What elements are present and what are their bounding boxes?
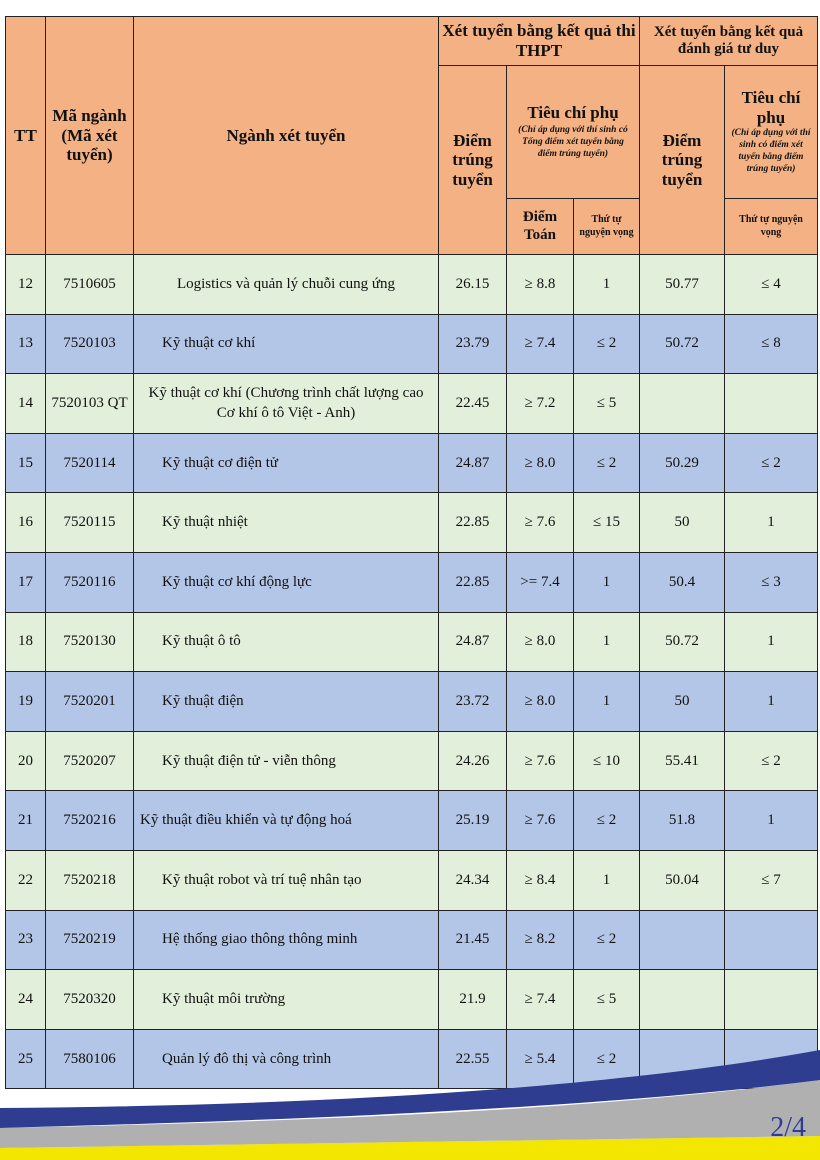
header-thpt-order: Thứ tự nguyện vọng bbox=[574, 199, 640, 255]
row-code: 7520320 bbox=[46, 970, 134, 1030]
table-row bbox=[6, 612, 818, 672]
row-score: 24.26 bbox=[439, 731, 507, 791]
header-group-tuduy: Xét tuyển bằng kết quả đánh giá tư duy bbox=[640, 17, 818, 66]
row-order: 1 bbox=[574, 255, 640, 315]
row-tt: 21 bbox=[6, 791, 46, 851]
row-score: 23.72 bbox=[439, 672, 507, 732]
row-tuduy-order: 1 bbox=[725, 493, 818, 553]
row-order: ≤ 10 bbox=[574, 731, 640, 791]
row-order: ≤ 2 bbox=[574, 314, 640, 374]
row-order: 1 bbox=[574, 850, 640, 910]
header-tuduy-criteria-note: (Chỉ áp dụng với thí sinh có điểm xét tuyển bằng điểm trúng tuyển) bbox=[731, 128, 811, 174]
table-row bbox=[6, 731, 818, 791]
row-major: Kỹ thuật robot và trí tuệ nhân tạo bbox=[134, 850, 439, 910]
row-major: Kỹ thuật điều khiển và tự động hoá bbox=[134, 791, 439, 851]
row-major: Kỹ thuật ô tô bbox=[134, 612, 439, 672]
table-row bbox=[6, 493, 818, 553]
row-order: ≤ 2 bbox=[574, 791, 640, 851]
row-math: ≥ 7.6 bbox=[507, 493, 574, 553]
row-math: ≥ 8.0 bbox=[507, 433, 574, 493]
table-row bbox=[6, 314, 818, 374]
row-code: 7510605 bbox=[46, 255, 134, 315]
row-tuduy-order: ≤ 7 bbox=[725, 850, 818, 910]
row-math: ≥ 8.2 bbox=[507, 910, 574, 970]
row-math: ≥ 7.2 bbox=[507, 374, 574, 434]
row-major: Quản lý đô thị và công trình bbox=[134, 1029, 439, 1089]
header-thpt-criteria-title: Tiêu chí phụ bbox=[527, 103, 619, 123]
row-score: 21.45 bbox=[439, 910, 507, 970]
row-code: 7520130 bbox=[46, 612, 134, 672]
table-row bbox=[6, 970, 818, 1030]
row-code: 7520219 bbox=[46, 910, 134, 970]
row-tt: 20 bbox=[6, 731, 46, 791]
row-tuduy-score: 50.72 bbox=[640, 314, 725, 374]
row-code: 7520103 bbox=[46, 314, 134, 374]
row-tuduy-score: 55.41 bbox=[640, 731, 725, 791]
row-order: ≤ 2 bbox=[574, 910, 640, 970]
row-code: 7520114 bbox=[46, 433, 134, 493]
row-tuduy-score: 50.29 bbox=[640, 433, 725, 493]
row-math: ≥ 8.0 bbox=[507, 672, 574, 732]
row-tuduy-score: 50.77 bbox=[640, 255, 725, 315]
row-score: 22.85 bbox=[439, 552, 507, 612]
row-score: 22.45 bbox=[439, 374, 507, 434]
table-row bbox=[6, 255, 818, 315]
row-tuduy-order: ≤ 2 bbox=[725, 433, 818, 493]
header-tt: TT bbox=[6, 17, 46, 255]
row-major: Kỹ thuật điện tử - viễn thông bbox=[134, 731, 439, 791]
header-thpt-criteria bbox=[507, 66, 640, 199]
table-row bbox=[6, 672, 818, 732]
row-code: 7520201 bbox=[46, 672, 134, 732]
header-major: Ngành xét tuyển bbox=[134, 17, 439, 255]
row-order: ≤ 5 bbox=[574, 374, 640, 434]
row-tt: 18 bbox=[6, 612, 46, 672]
header-group-thpt: Xét tuyển bằng kết quả thi THPT bbox=[439, 17, 640, 66]
row-order: 1 bbox=[574, 672, 640, 732]
row-order: 1 bbox=[574, 552, 640, 612]
row-major: Kỹ thuật môi trường bbox=[134, 970, 439, 1030]
row-tuduy-score: 50.04 bbox=[640, 850, 725, 910]
row-tuduy-score: 50 bbox=[640, 493, 725, 553]
row-tt: 13 bbox=[6, 314, 46, 374]
row-score: 26.15 bbox=[439, 255, 507, 315]
row-tt: 17 bbox=[6, 552, 46, 612]
row-order: ≤ 5 bbox=[574, 970, 640, 1030]
row-score: 24.87 bbox=[439, 433, 507, 493]
row-tt: 14 bbox=[6, 374, 46, 434]
row-tuduy-order: 1 bbox=[725, 612, 818, 672]
row-major: Kỹ thuật cơ khí bbox=[134, 314, 439, 374]
row-score: 25.19 bbox=[439, 791, 507, 851]
row-score: 24.34 bbox=[439, 850, 507, 910]
row-code: 7520116 bbox=[46, 552, 134, 612]
row-tt: 22 bbox=[6, 850, 46, 910]
row-math: ≥ 7.4 bbox=[507, 314, 574, 374]
row-math: ≥ 7.6 bbox=[507, 731, 574, 791]
row-code: 7520115 bbox=[46, 493, 134, 553]
header-tuduy-order: Thứ tự nguyện vọng bbox=[725, 199, 818, 255]
row-major: Logistics và quản lý chuỗi cung ứng bbox=[134, 255, 439, 315]
row-major: Kỹ thuật cơ khí (Chương trình chất lượng cao Cơ khí ô tô Việt - Anh) bbox=[134, 374, 439, 434]
row-tt: 16 bbox=[6, 493, 46, 553]
row-score: 22.55 bbox=[439, 1029, 507, 1089]
row-score: 22.85 bbox=[439, 493, 507, 553]
row-tt: 19 bbox=[6, 672, 46, 732]
row-tt: 23 bbox=[6, 910, 46, 970]
row-tuduy-score: 51.8 bbox=[640, 791, 725, 851]
row-tt: 15 bbox=[6, 433, 46, 493]
header-thpt-score: Điểm trúng tuyển bbox=[439, 66, 507, 255]
header-tuduy-criteria-title: Tiêu chí phụ bbox=[741, 88, 801, 127]
row-score: 23.79 bbox=[439, 314, 507, 374]
row-math: ≥ 8.0 bbox=[507, 612, 574, 672]
row-tt: 25 bbox=[6, 1029, 46, 1089]
row-math: ≥ 8.8 bbox=[507, 255, 574, 315]
row-tuduy-score: 50.4 bbox=[640, 552, 725, 612]
row-score: 24.87 bbox=[439, 612, 507, 672]
row-tuduy-order-na bbox=[725, 910, 818, 970]
row-tuduy-score-na bbox=[640, 374, 725, 434]
row-tt: 24 bbox=[6, 970, 46, 1030]
row-major: Kỹ thuật cơ khí động lực bbox=[134, 552, 439, 612]
row-tuduy-score-na bbox=[640, 910, 725, 970]
admission-table-container bbox=[5, 16, 818, 1089]
header-code: Mã ngành (Mã xét tuyển) bbox=[46, 17, 134, 255]
row-math: ≥ 7.6 bbox=[507, 791, 574, 851]
table-row bbox=[6, 552, 818, 612]
row-tuduy-score-na bbox=[640, 970, 725, 1030]
row-code: 7520216 bbox=[46, 791, 134, 851]
row-tuduy-order: ≤ 4 bbox=[725, 255, 818, 315]
row-math: ≥ 7.4 bbox=[507, 970, 574, 1030]
table-row bbox=[6, 850, 818, 910]
row-tuduy-order: 1 bbox=[725, 672, 818, 732]
header-tuduy-criteria bbox=[725, 66, 818, 199]
row-math: ≥ 8.4 bbox=[507, 850, 574, 910]
row-tuduy-score: 50.72 bbox=[640, 612, 725, 672]
row-code: 7520218 bbox=[46, 850, 134, 910]
row-order: ≤ 2 bbox=[574, 1029, 640, 1089]
row-code: 7520103 QT bbox=[46, 374, 134, 434]
row-order: 1 bbox=[574, 612, 640, 672]
admission-scores-table bbox=[5, 16, 818, 1089]
row-order: ≤ 15 bbox=[574, 493, 640, 553]
row-major: Kỹ thuật điện bbox=[134, 672, 439, 732]
row-major: Hệ thống giao thông thông minh bbox=[134, 910, 439, 970]
row-score: 21.9 bbox=[439, 970, 507, 1030]
header-thpt-criteria-note: (Chỉ áp dụng với thí sinh có Tổng điểm xét tuyển bằng điểm trúng tuyển) bbox=[518, 124, 628, 159]
page-number: 2/4 bbox=[770, 1112, 806, 1143]
row-math: >= 7.4 bbox=[507, 552, 574, 612]
row-tuduy-order: ≤ 3 bbox=[725, 552, 818, 612]
row-code: 7580106 bbox=[46, 1029, 134, 1089]
row-major: Kỹ thuật cơ điện tử bbox=[134, 433, 439, 493]
row-code: 7520207 bbox=[46, 731, 134, 791]
header-math-score: Điểm Toán bbox=[507, 199, 574, 255]
row-major: Kỹ thuật nhiệt bbox=[134, 493, 439, 553]
row-tuduy-order: ≤ 8 bbox=[725, 314, 818, 374]
header-tuduy-score: Điểm trúng tuyển bbox=[640, 66, 725, 255]
table-row bbox=[6, 791, 818, 851]
table-row bbox=[6, 433, 818, 493]
row-tuduy-order-na bbox=[725, 374, 818, 434]
row-order: ≤ 2 bbox=[574, 433, 640, 493]
row-tt: 12 bbox=[6, 255, 46, 315]
row-math: ≥ 5.4 bbox=[507, 1029, 574, 1089]
footer-decorative-bands bbox=[0, 1050, 820, 1160]
row-tuduy-order: ≤ 2 bbox=[725, 731, 818, 791]
table-row bbox=[6, 374, 818, 434]
table-row bbox=[6, 910, 818, 970]
row-tuduy-order-na bbox=[725, 970, 818, 1030]
row-tuduy-order: 1 bbox=[725, 791, 818, 851]
row-tuduy-score: 50 bbox=[640, 672, 725, 732]
